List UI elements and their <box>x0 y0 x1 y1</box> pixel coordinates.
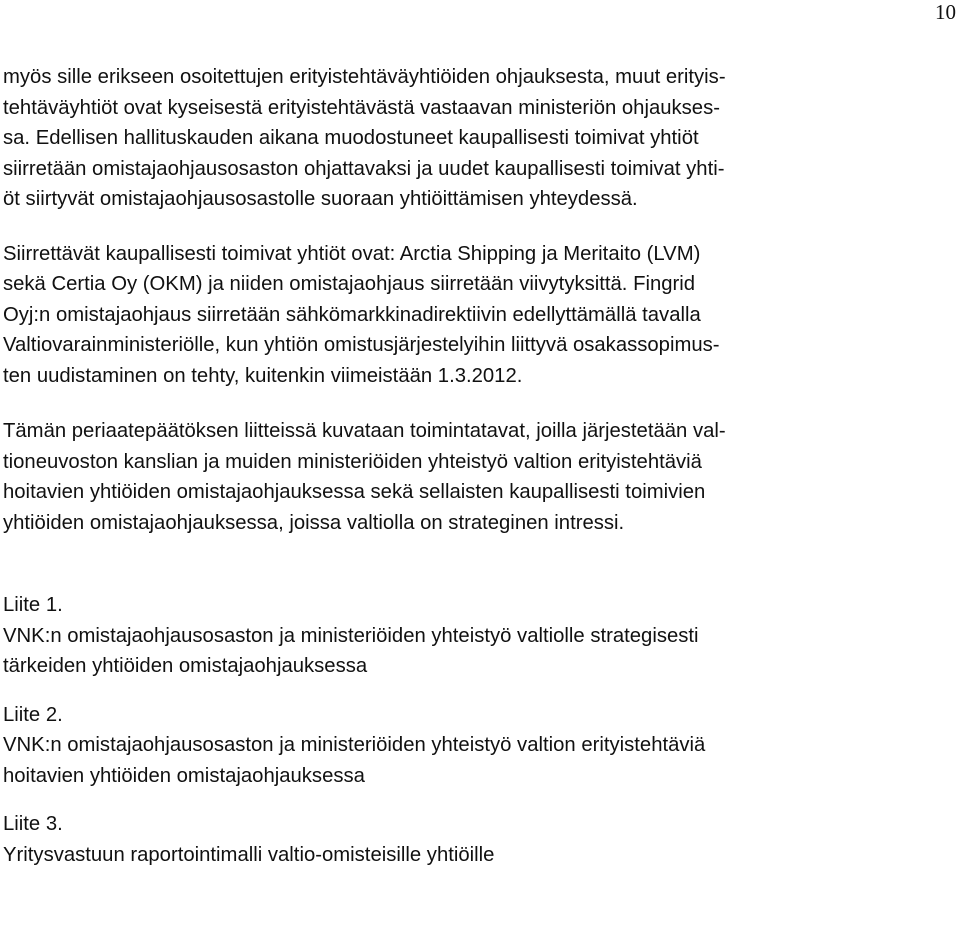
text-line: Oyj:n omistajaohjaus siirretään sähkömarkkinadirektiivin edellyttämällä tavalla <box>3 303 701 326</box>
text-line: Valtiovarainministeriölle, kun yhtiön omistusjärjestelyihin liittyvä osakassopimus- <box>3 334 720 356</box>
text-line: ten uudistaminen on tehty, kuitenkin viimeistään 1.3.2012. <box>3 364 523 387</box>
appendix-title-line: tärkeiden yhtiöiden omistajaohjauksessa <box>3 655 368 677</box>
text-line: hoitavien yhtiöiden omistajaohjauksessa sekä sellaisten kaupallisesti toimivien <box>3 481 706 503</box>
appendix-2 <box>3 700 957 792</box>
appendix-title-line: VNK:n omistajaohjausosaston ja ministeriöiden yhteistyö valtiolle strategisesti <box>3 624 699 647</box>
appendix-label: Liite 3. <box>3 813 63 835</box>
paragraph-3 <box>3 416 957 538</box>
text-line: yhtiöiden omistajaohjauksessa, joissa valtiolla on strateginen intressi. <box>3 511 625 534</box>
text-line: Siirrettävät kaupallisesti toimivat yhtiöt ovat: Arctia Shipping ja Meritaito (LVM) <box>3 242 701 265</box>
text-line: öt siirtyvät omistajaohjausosastolle suoraan yhtiöittämisen yhteydessä. <box>3 188 638 210</box>
appendix-title-line: hoitavien yhtiöiden omistajaohjauksessa <box>3 764 365 787</box>
text-line: sekä Certia Oy (OKM) ja niiden omistajaohjaus siirretään viivytyksittä. Fingrid <box>3 273 696 295</box>
appendix-title-line: Yritysvastuun raportointimalli valtio-omisteisille yhtiöille <box>3 843 495 866</box>
text-line: myös sille erikseen osoitettujen erityistehtäväyhtiöiden ohjauksesta, muut erityis- <box>3 66 726 88</box>
appendix-1 <box>3 590 957 682</box>
text-line: tehtäväyhtiöt ovat kyseisestä erityistehtävästä vastaavan ministeriön ohjaukses- <box>3 96 720 119</box>
text-line: tioneuvoston kanslian ja muiden ministeriöiden yhteistyö valtion erityistehtäviä <box>3 450 702 473</box>
text-line: sa. Edellisen hallituskauden aikana muodostuneet kaupallisesti toimivat yhtiöt <box>3 127 699 149</box>
document-body <box>3 62 957 888</box>
text-line: siirretään omistajaohjausosaston ohjattavaksi ja uudet kaupallisesti toimivat yhti- <box>3 157 725 180</box>
page-number: 10 <box>935 0 956 24</box>
appendix-label: Liite 1. <box>3 594 63 616</box>
appendix-title-line: VNK:n omistajaohjausosaston ja ministeriöiden yhteistyö valtion erityistehtäviä <box>3 734 706 756</box>
paragraph-1 <box>3 62 957 215</box>
paragraph-2 <box>3 239 957 392</box>
text-line: Tämän periaatepäätöksen liitteissä kuvataan toimintatavat, joilla järjestetään val- <box>3 420 726 442</box>
appendix-label: Liite 2. <box>3 703 63 726</box>
appendix-3 <box>3 809 957 870</box>
